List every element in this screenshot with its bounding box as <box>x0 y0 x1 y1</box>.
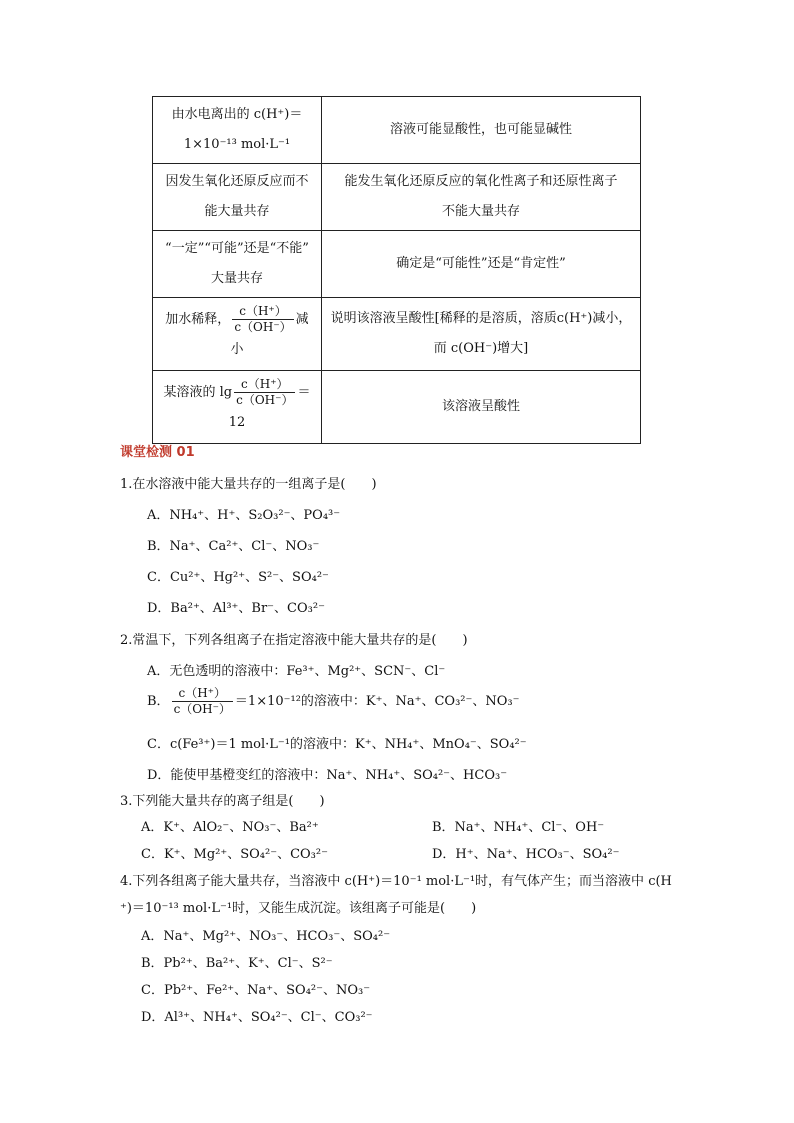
option-a: A．NH₄⁺、H⁺、S₂O₃²⁻、PO₄³⁻ <box>147 508 341 523</box>
question-stem: 2.常温下，下列各组离子在指定溶液中能大量共存的是( ) <box>120 633 468 648</box>
option-c: C．Cu²⁺、Hg²⁺、S²⁻、SO₄²⁻ <box>147 570 329 585</box>
option-text: ＝1×10⁻¹²的溶液中：K⁺、Na⁺、CO₃²⁻、NO₃⁻ <box>234 694 520 709</box>
option-b: B．Na⁺、Ca²⁺、Cl⁻、NO₃⁻ <box>147 539 320 554</box>
option-b: B．Pb²⁺、Ba²⁺、K⁺、Cl⁻、S²⁻ <box>141 956 333 971</box>
option-c: C．Pb²⁺、Fe²⁺、Na⁺、SO₄²⁻、NO₃⁻ <box>141 983 371 998</box>
table-cell <box>153 164 322 231</box>
fraction-numerator: c（H⁺） <box>232 304 293 320</box>
option-a: A．Na⁺、Mg²⁺、NO₃⁻、HCO₃⁻、SO₄²⁻ <box>141 929 391 944</box>
cell-text: 该溶液呈酸性 <box>441 399 520 414</box>
fraction <box>234 377 295 408</box>
table-cell <box>322 371 641 444</box>
summary-table <box>152 96 641 444</box>
table-cell <box>322 298 641 371</box>
question-stem-line2: ⁺)＝10⁻¹³ mol·L⁻¹时，又能生成沉淀。该组离子可能是( ) <box>120 901 477 916</box>
option-a: A．K⁺、AlO₂⁻、NO₃⁻、Ba²⁺ <box>141 820 319 835</box>
option-b <box>147 686 519 717</box>
option-b: B．Na⁺、NH₄⁺、Cl⁻、OH⁻ <box>432 820 605 835</box>
cell-text: 大量共存 <box>210 271 263 286</box>
cell-text: 能大量共存 <box>204 204 270 219</box>
cell-text: 12 <box>228 414 246 430</box>
fraction-numerator: c（H⁺） <box>234 377 295 393</box>
option-c: C．K⁺、Mg²⁺、SO₄²⁻、CO₃²⁻ <box>141 847 328 862</box>
section-title: 课堂检测 01 <box>120 445 195 460</box>
question-stem: 3.下列能大量共存的离子组是( ) <box>120 794 325 809</box>
option-d: D．Al³⁺、NH₄⁺、SO₄²⁻、Cl⁻、CO₃²⁻ <box>141 1010 373 1025</box>
table-cell <box>322 231 641 298</box>
cell-text: 某溶液的 lg <box>163 384 233 400</box>
table-cell <box>322 164 641 231</box>
cell-text: 确定是“可能性”还是“肯定性” <box>396 256 566 271</box>
cell-text: 而 c(OH⁻)增大] <box>433 341 529 356</box>
cell-text: 1×10⁻¹³ mol·L⁻¹ <box>183 137 291 152</box>
option-a: A．无色透明的溶液中：Fe³⁺、Mg²⁺、SCN⁻、Cl⁻ <box>147 664 446 679</box>
cell-text: 减 <box>295 311 309 327</box>
cell-formula-line <box>157 304 317 335</box>
cell-text: 能发生氧化还原反应的氧化性离子和还原性离子 <box>344 174 618 189</box>
fraction-denominator: c（OH⁻） <box>236 392 294 407</box>
cell-text: 溶液可能显酸性，也可能显碱性 <box>389 122 572 137</box>
fraction-numerator: c（H⁺） <box>172 686 233 702</box>
cell-text: ＝ <box>297 384 311 400</box>
table-cell <box>153 231 322 298</box>
cell-text: 说明该溶液呈酸性[稀释的是溶质，溶质c(H⁺)减小， <box>330 311 632 326</box>
cell-text: 小 <box>230 341 244 357</box>
cell-text: 加水稀释， <box>165 311 231 327</box>
cell-formula-line <box>157 377 317 408</box>
question-stem-line1: 4.下列各组离子能大量共存，当溶液中 c(H⁺)＝10⁻¹ mol·L⁻¹时，有气体产生；而当溶液中 c(H <box>120 874 672 889</box>
question-stem: 1.在水溶液中能大量共存的一组离子是( ) <box>120 477 377 492</box>
table-cell <box>153 97 322 164</box>
table-row <box>153 298 641 371</box>
table-cell <box>322 97 641 164</box>
cell-text: 不能大量共存 <box>441 204 520 219</box>
table-row <box>153 371 641 444</box>
fraction-denominator: c（OH⁻） <box>234 319 292 334</box>
option-label: B． <box>147 694 170 709</box>
option-d: D．H⁺、Na⁺、HCO₃⁻、SO₄²⁻ <box>432 847 620 862</box>
option-d: D．能使甲基橙变红的溶液中：Na⁺、NH₄⁺、SO₄²⁻、HCO₃⁻ <box>147 768 508 783</box>
cell-text: “一定”“可能”还是“不能” <box>165 241 309 256</box>
option-c: C．c(Fe³⁺)＝1 mol·L⁻¹的溶液中：K⁺、NH₄⁺、MnO₄⁻、SO₄²⁻ <box>147 737 527 752</box>
cell-text: 因发生氧化还原反应而不 <box>165 174 309 189</box>
table-row <box>153 97 641 164</box>
cell-text: 由水电离出的 c(H⁺)＝ <box>171 107 303 122</box>
fraction-denominator: c（OH⁻） <box>173 702 231 716</box>
fraction <box>172 686 233 717</box>
table-cell <box>153 371 322 444</box>
fraction <box>232 304 293 335</box>
table-cell <box>153 298 322 371</box>
table-row <box>153 231 641 298</box>
table-row <box>153 164 641 231</box>
option-d: D．Ba²⁺、Al³⁺、Br⁻、CO₃²⁻ <box>147 601 325 616</box>
